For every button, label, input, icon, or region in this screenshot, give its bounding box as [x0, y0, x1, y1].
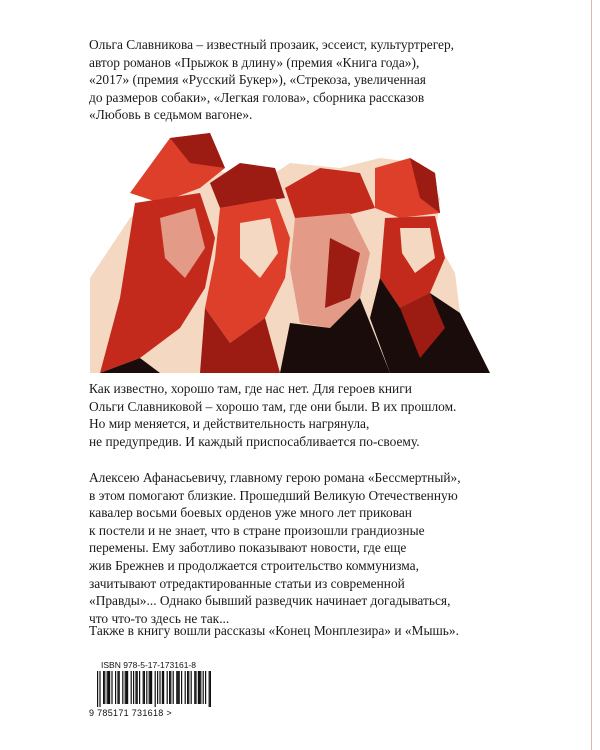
bio-line: «2017» (премия «Русский Букер»), «Стрекоза, увеличенная	[89, 72, 426, 88]
barcode-bar	[131, 671, 132, 704]
barcode-bar	[137, 671, 138, 704]
barcode-bar	[133, 671, 134, 704]
barcode-bar	[119, 671, 120, 704]
barcode-bar	[155, 671, 156, 707]
barcode-bar	[187, 671, 188, 704]
barcode-bar	[159, 671, 160, 704]
blurb-line: не предупредив. И каждый приспосабливается по-своему.	[89, 433, 420, 449]
barcode-bar	[146, 671, 147, 704]
barcode-bar	[185, 671, 186, 704]
barcode-bar	[205, 671, 206, 704]
barcode-bar	[108, 671, 109, 704]
blurb-line: жив Брежнев и продолжается строительство коммунизма,	[89, 557, 419, 573]
barcode-bar	[210, 671, 211, 707]
barcode-bar	[109, 671, 110, 704]
barcode-bar	[150, 671, 151, 704]
blurb-paragraph-1	[89, 380, 529, 450]
barcode-bar	[199, 671, 200, 704]
barcode-bar	[157, 671, 158, 704]
barcode-bar	[194, 671, 195, 704]
isbn-label: ISBN 978-5-17-173161-8	[101, 660, 196, 670]
blurb-line: кавалер восьми боевых орденов уже много лет прикован	[89, 505, 412, 521]
barcode-bar	[151, 671, 152, 704]
barcode-digits: 9 785171 731618 >	[89, 708, 172, 718]
barcode-bar	[173, 671, 174, 704]
barcode-bar	[97, 671, 98, 707]
barcode-bar	[198, 671, 199, 704]
isbn-barcode	[89, 660, 219, 720]
blurb-line: зачитывают отредактированные статьи из современной	[89, 575, 405, 591]
barcode-bar	[104, 671, 105, 704]
barcode-bar	[144, 671, 145, 704]
barcode-bar	[99, 671, 100, 707]
cover-edge-line	[591, 0, 592, 750]
barcode-bar	[135, 671, 136, 704]
barcode-bars	[89, 671, 217, 707]
blurb-line: «Правды»... Однако бывший разведчик начинает догадываться,	[89, 593, 451, 609]
barcode-bar	[203, 671, 204, 704]
blurb-paragraph-3	[89, 622, 529, 640]
author-bio	[89, 36, 529, 124]
barcode-bar	[176, 671, 177, 704]
barcode-bar	[163, 671, 164, 704]
barcode-bar	[126, 671, 127, 704]
blurb-line: Но мир меняется, и действительность нагрянула,	[89, 416, 370, 432]
blurb-line: Ольги Славниковой – хорошо там, где они были. В их прошлом.	[89, 398, 457, 414]
bio-line: автор романов «Прыжок в длину» (премия «Книга года»),	[89, 54, 420, 70]
blurb-paragraph-2	[89, 469, 529, 627]
barcode-bar	[117, 671, 118, 704]
barcode-bar	[209, 671, 210, 707]
barcode-bar	[167, 671, 168, 704]
barcode-bar	[188, 671, 189, 704]
blurb-line: что что-то здесь не так...	[89, 610, 230, 626]
bio-line: «Любовь в седьмом вагоне».	[89, 107, 253, 123]
barcode-bar	[200, 671, 201, 704]
barcode-bar	[127, 671, 128, 704]
bio-line: Ольга Славникова – известный прозаик, эссеист, культуртрегер,	[89, 37, 454, 52]
barcode-bar	[143, 671, 144, 704]
bio-line: до размеров собаки», «Легкая голова», сборника рассказов	[89, 89, 425, 105]
barcode-bar	[195, 671, 196, 704]
blurb-line: перемены. Ему заботливо показывают новости, где еще	[89, 540, 407, 556]
barcode-bar	[177, 671, 178, 704]
barcode-bar	[107, 671, 108, 704]
barcode-bar	[169, 671, 170, 704]
barcode-bar	[115, 671, 116, 704]
barcode-bar	[162, 671, 163, 704]
barcode-bar	[103, 671, 104, 704]
barcode-bar	[191, 671, 192, 704]
blurb-line: Как известно, хорошо там, где нас нет. Для героев книги	[89, 381, 412, 396]
barcode-bar	[179, 671, 180, 704]
blurb-line: в этом помогают близкие. Прошедший Великую Отечественную	[89, 487, 458, 503]
blurb-line: к постели и не знает, что в стране произошли грандиозные	[89, 522, 425, 538]
barcode-bar	[111, 671, 112, 704]
barcode-bar	[149, 671, 150, 704]
barcode-bar	[125, 671, 126, 704]
blurb-line: Также в книгу вошли рассказы «Конец Монплезира» и «Мышь».	[89, 623, 459, 638]
blurb-line: Алексею Афанасьевичу, главному герою романа «Бессмертный»,	[89, 470, 461, 485]
barcode-bar	[181, 671, 182, 704]
cover-illustration-soldiers	[90, 128, 490, 373]
barcode-bar	[122, 671, 123, 704]
barcode-bar	[139, 671, 140, 704]
barcode-bar	[170, 671, 171, 704]
